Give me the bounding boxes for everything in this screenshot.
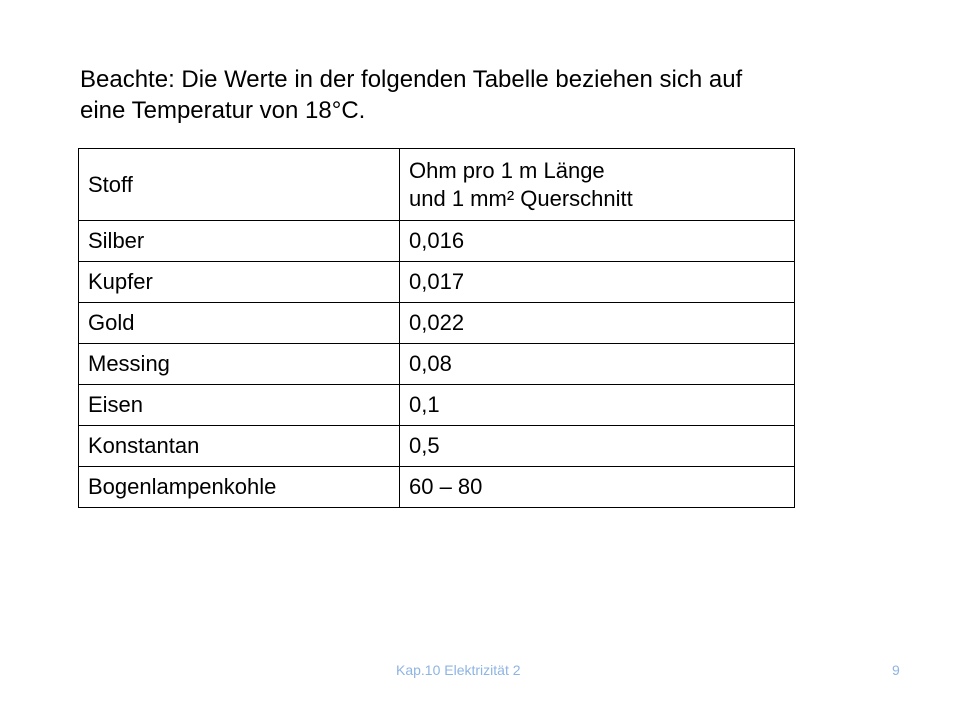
table-row xyxy=(79,344,795,385)
table-row xyxy=(79,467,795,508)
table-row xyxy=(79,303,795,344)
table-row xyxy=(79,262,795,303)
value-cell: 60 – 80 xyxy=(400,467,795,508)
table-row xyxy=(79,426,795,467)
temperature-note xyxy=(80,64,880,126)
header-resistance-line-1: Ohm pro 1 m Länge xyxy=(409,157,605,183)
value-cell: 0,08 xyxy=(400,344,795,385)
material-cell: Silber xyxy=(79,221,400,262)
header-material: Stoff xyxy=(79,149,400,221)
resistance-table xyxy=(78,148,795,508)
material-cell: Kupfer xyxy=(79,262,400,303)
note-line-1: Beachte: Die Werte in der folgenden Tabelle beziehen sich auf xyxy=(80,66,743,93)
material-cell: Bogenlampenkohle xyxy=(79,467,400,508)
table-row xyxy=(79,385,795,426)
value-cell: 0,022 xyxy=(400,303,795,344)
table-row xyxy=(79,221,795,262)
value-cell: 0,016 xyxy=(400,221,795,262)
material-cell: Konstantan xyxy=(79,426,400,467)
value-cell: 0,017 xyxy=(400,262,795,303)
table-header-row xyxy=(79,149,795,221)
material-cell: Eisen xyxy=(79,385,400,426)
note-line-2: eine Temperatur von 18°C. xyxy=(80,97,366,124)
material-cell: Gold xyxy=(79,303,400,344)
value-cell: 0,1 xyxy=(400,385,795,426)
header-resistance xyxy=(400,149,795,221)
footer-chapter-title: Kap.10 Elektrizität 2 xyxy=(396,662,521,678)
header-resistance-line-2: und 1 mm² Querschnitt xyxy=(409,185,633,211)
material-cell: Messing xyxy=(79,344,400,385)
value-cell: 0,5 xyxy=(400,426,795,467)
footer-page-number: 9 xyxy=(892,662,900,678)
